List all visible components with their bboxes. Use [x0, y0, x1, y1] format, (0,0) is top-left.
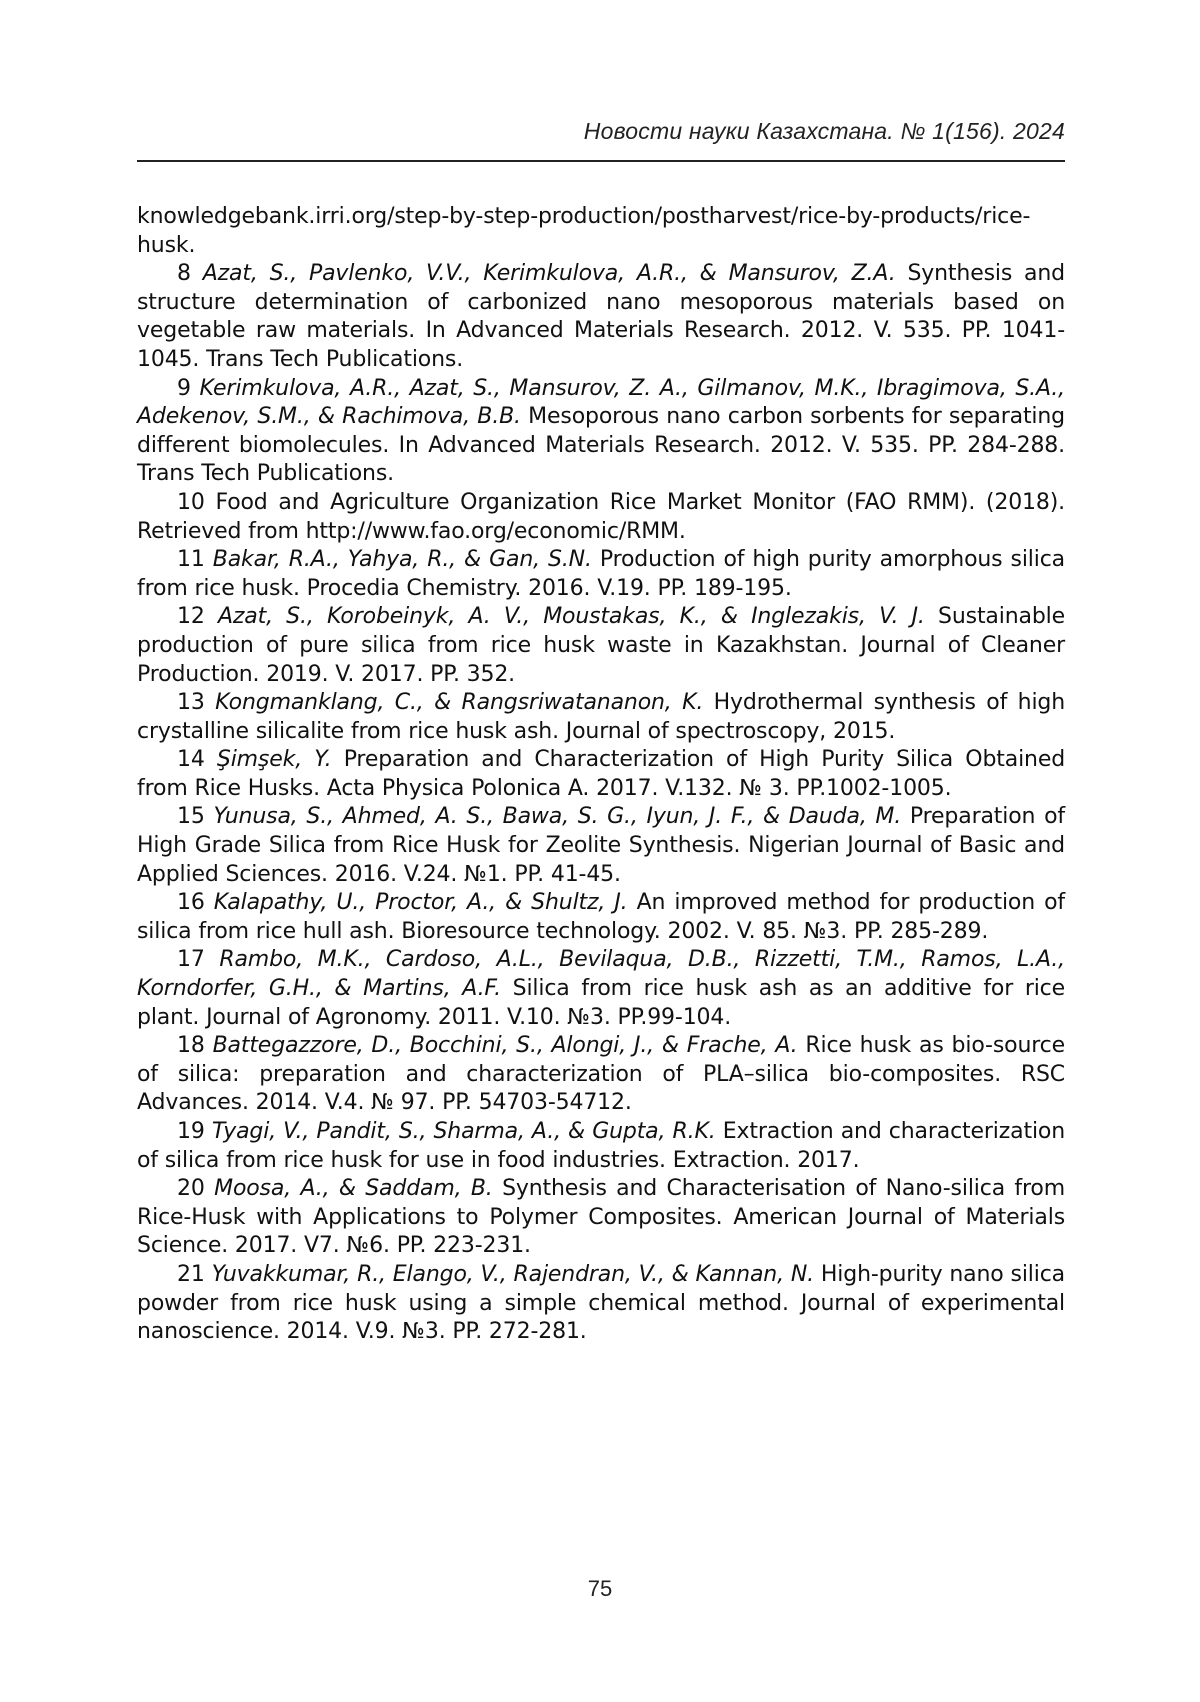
reference-number: 17 [177, 947, 205, 973]
reference-item [137, 260, 1065, 374]
page-number: 75 [587, 1576, 613, 1601]
reference-text: Food and Agriculture Organization Rice Market Monitor (FAO RMM). (2018). Retrieved from http://www.fao.org/economic/RMM. [137, 489, 1066, 544]
reference-authors: Battegazzore, D., Bocchini, S., Alongi, J., & Frache, A. [212, 1033, 798, 1059]
reference-number: 18 [177, 1033, 205, 1059]
reference-authors: Yunusa, S., Ahmed, A. S., Bawa, S. G., Iyun, J. F., & Dauda, M. [213, 804, 902, 830]
reference-text: Preparation of High Grade Silica from Rice Husk for Zeolite Synthesis. Nigerian Journal of Basic and Applied Sciences. 2016. V.24. №1. PP. 41-45. [137, 804, 1066, 887]
reference-number: 14 [177, 747, 205, 773]
reference-number: 15 [177, 804, 205, 830]
reference-text: High-purity nano silica powder from rice husk using a simple chemical method. Journal of experimental nanoscience. 2014. V.9. №3. PP. 272-281. [137, 1261, 1065, 1345]
reference-item [137, 375, 1065, 489]
reference-number: 8 [177, 261, 191, 287]
reference-item [137, 946, 1065, 1032]
reference-continuation: knowledgebank.irri.org/step-by-step-production/postharvest/rice-by-products/rice-husk. [137, 204, 1031, 258]
reference-number: 20 [177, 1176, 205, 1202]
reference-authors: Moosa, A., & Saddam, B. [214, 1176, 493, 1202]
reference-authors: Şimşek, Y. [216, 747, 332, 773]
reference-authors: Yuvakkumar, R., Elango, V., Rajendran, V., & Kannan, N. [211, 1261, 814, 1287]
reference-item [137, 1175, 1065, 1261]
reference-number: 9 [177, 375, 191, 401]
reference-item [137, 1118, 1065, 1175]
reference-text: Production of high purity amorphous silica from rice husk. Procedia Chemistry. 2016. V.19. PP. 189-195. [137, 547, 1065, 601]
reference-item [137, 546, 1065, 603]
journal-title: Новости науки Казахстана. № 1(156). 2024 [583, 118, 1065, 144]
reference-text: Preparation and Characterization of High Purity Silica Obtained from Rice Husks. Acta Physica Polonica A. 2017. V.132. № 3. PP.1002-1005. [137, 747, 1066, 801]
reference-authors: Rambo, M.K., Cardoso, A.L., Bevilaqua, D.B., Rizzetti, T.M., Ramos, L.A., Korndorfer, G.H., & Martins, A.F. [137, 947, 1065, 1002]
reference-text: Hydrothermal synthesis of high crystalline silicalite from rice husk ash. Journal of spectroscopy, 2015. [137, 690, 1066, 744]
reference-item [137, 746, 1065, 803]
reference-text: Mesoporous nano carbon sorbents for separating different biomolecules. In Advanced Materials Research. 2012. V. 535. PP. 284-288. Trans Tech Publications. [137, 404, 1065, 487]
reference-text: Extraction and characterization of silica from rice husk for use in food industries. Extraction. 2017. [137, 1119, 1066, 1173]
reference-authors: Tyagi, V., Pandit, S., Sharma, A., & Gupta, R.K. [211, 1119, 716, 1144]
reference-text: Silica from rice husk ash as an additive for rice plant. Journal of Agronomy. 2011. V.10. №3. PP.99-104. [137, 976, 1066, 1030]
reference-number: 19 [177, 1119, 205, 1144]
reference-item [137, 803, 1065, 889]
reference-number: 10 [177, 489, 205, 515]
references-container [137, 260, 1065, 1347]
reference-number: 13 [177, 690, 205, 716]
running-header [137, 112, 1065, 162]
reference-item [137, 1261, 1065, 1347]
reference-number: 21 [177, 1261, 205, 1287]
reference-authors: Azat, S., Pavlenko, V.V., Kerimkulova, A.R., & Mansurov, Z.A. [202, 261, 896, 287]
reference-item [137, 489, 1065, 546]
reference-item [137, 603, 1065, 689]
reference-text: Synthesis and structure determination of carbonized nano mesoporous materials based on vegetable raw materials. In Advanced Materials Research. 2012. V. 535. PP. 1041-1045. Trans Tech Publications. [137, 261, 1065, 372]
reference-authors: Kalapathy, U., Proctor, A., & Shultz, J. [213, 890, 628, 916]
reference-item [137, 889, 1065, 946]
reference-authors: Azat, S., Korobeinyk, A. V., Moustakas, K., & Inglezakis, V. J. [217, 604, 925, 630]
reference-authors: Kerimkulova, A.R., Azat, S., Mansurov, Z. A., Gilmanov, M.K., Ibragimova, S.A., Adekenov, S.M., & Rachimova, B.B. [137, 375, 1065, 430]
reference-item [137, 689, 1065, 746]
reference-text: Sustainable production of pure silica from rice husk waste in Kazakhstan. Journal of Cleaner Production. 2019. V. 2017. PP. 352. [137, 604, 1066, 687]
reference-authors: Bakar, R.A., Yahya, R., & Gan, S.N. [212, 547, 592, 573]
reference-text: Rice husk as bio-source of silica: preparation and characterization of PLA–silica bio-composites. RSC Advances. 2014. V.4. № 97. PP. 54703-54712. [137, 1033, 1065, 1116]
reference-number: 16 [177, 890, 205, 916]
reference-text: Synthesis and Characterisation of Nano-silica from Rice-Husk with Applications to Polymer Composites. American Journal of Materials Science. 2017. V7. №6. PP. 223-231. [137, 1176, 1066, 1259]
reference-text: An improved method for production of silica from rice hull ash. Bioresource technology. 2002. V. 85. №3. PP. 285-289. [137, 890, 1065, 944]
reference-number: 12 [177, 604, 205, 630]
reference-authors: Kongmanklang, C., & Rangsriwatananon, K. [215, 690, 704, 716]
reference-list [137, 203, 1065, 1347]
reference-item [137, 1032, 1065, 1118]
reference-number: 11 [177, 547, 205, 573]
